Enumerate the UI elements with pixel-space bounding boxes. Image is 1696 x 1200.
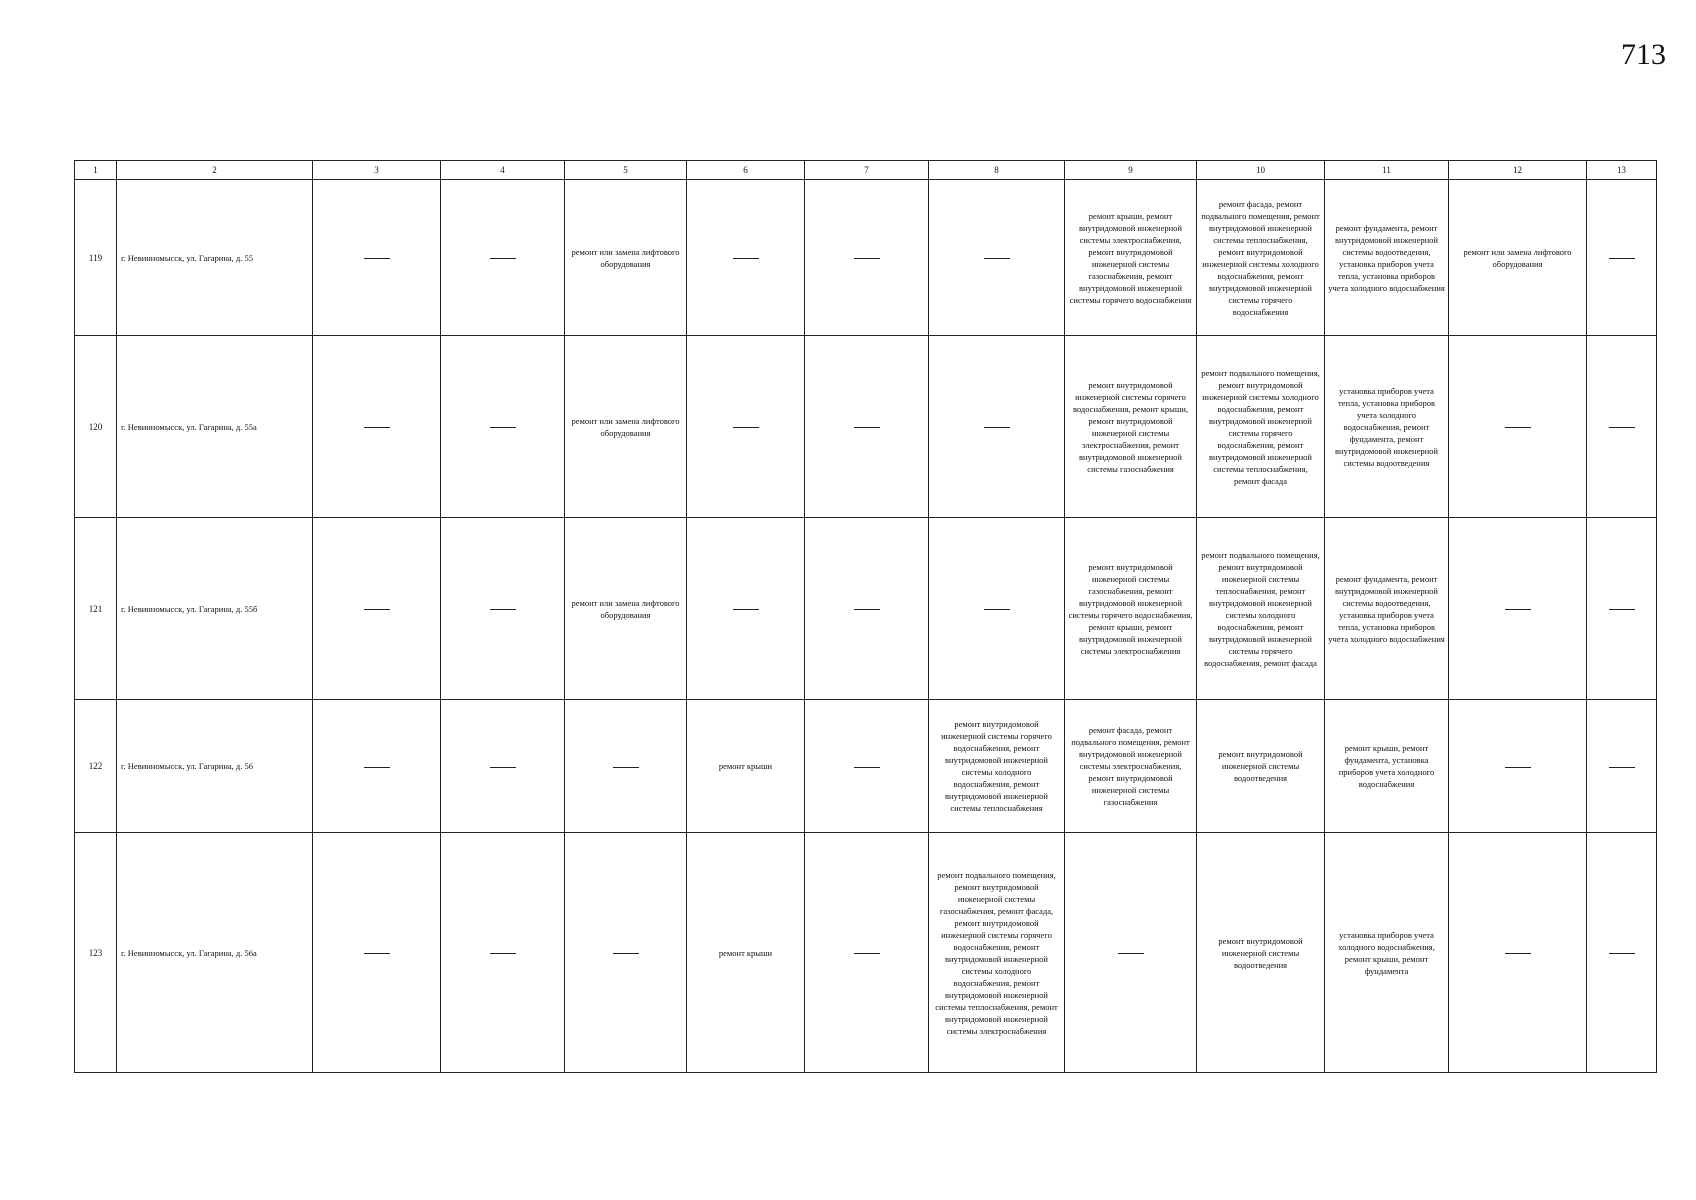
work-cell: ремонт фасада, ремонт подвального помещения, ремонт внутридомовой инженерной системы электроснабжения, ремонт внутридомовой инженерной системы газоснабжения xyxy=(1065,700,1197,833)
dash-mark xyxy=(854,427,880,428)
dash-mark xyxy=(854,767,880,768)
dash-mark xyxy=(984,258,1010,259)
work-cell: ремонт или замена лифтового оборудования xyxy=(565,336,687,518)
header-row xyxy=(75,161,1657,180)
column-header: 1 xyxy=(75,161,117,180)
dash-mark xyxy=(1609,953,1635,954)
dash-mark xyxy=(490,767,516,768)
work-cell: ремонт внутридомовой инженерной системы горячего водоснабжения, ремонт крыши, ремонт внутридомовой инженерной системы электроснабжения, ремонт внутридомовой инженерной системы газоснабжения xyxy=(1065,336,1197,518)
row-address: г. Невинномысск, ул. Гагарина, д. 55б xyxy=(117,518,313,700)
dash-mark xyxy=(613,767,639,768)
empty-cell xyxy=(805,336,929,518)
column-header: 5 xyxy=(565,161,687,180)
empty-cell xyxy=(929,180,1065,336)
table-row xyxy=(75,833,1657,1073)
empty-cell xyxy=(1587,180,1657,336)
dash-mark xyxy=(984,427,1010,428)
work-cell: ремонт внутридомовой инженерной системы водоотведения xyxy=(1197,833,1325,1073)
column-header: 12 xyxy=(1449,161,1587,180)
empty-cell xyxy=(441,336,565,518)
column-header: 6 xyxy=(687,161,805,180)
dash-mark xyxy=(1609,427,1635,428)
work-cell: ремонт фундамента, ремонт внутридомовой инженерной системы водоотведения, установка приборов учета тепла, установка приборов учета холодного водоснабжения xyxy=(1325,180,1449,336)
dash-mark xyxy=(490,258,516,259)
empty-cell xyxy=(805,700,929,833)
table-row xyxy=(75,518,1657,700)
work-cell: ремонт внутридомовой инженерной системы газоснабжения, ремонт внутридомовой инженерной системы горячего водоснабжения, ремонт крыши, ремонт внутридомовой инженерной системы электроснабжения xyxy=(1065,518,1197,700)
row-number: 122 xyxy=(75,700,117,833)
dash-mark xyxy=(1505,427,1531,428)
dash-mark xyxy=(1505,609,1531,610)
empty-cell xyxy=(929,336,1065,518)
empty-cell xyxy=(1449,700,1587,833)
empty-cell xyxy=(687,180,805,336)
dash-mark xyxy=(364,953,390,954)
row-number: 120 xyxy=(75,336,117,518)
row-number: 121 xyxy=(75,518,117,700)
empty-cell xyxy=(1587,518,1657,700)
empty-cell xyxy=(313,700,441,833)
empty-cell xyxy=(687,336,805,518)
work-cell: ремонт или замена лифтового оборудования xyxy=(565,180,687,336)
empty-cell xyxy=(805,833,929,1073)
column-header: 2 xyxy=(117,161,313,180)
work-cell: ремонт крыши, ремонт внутридомовой инженерной системы электроснабжения, ремонт внутридомовой инженерной системы газоснабжения, ремонт внутридомовой инженерной системы горячего водоснабжения xyxy=(1065,180,1197,336)
empty-cell xyxy=(805,518,929,700)
dash-mark xyxy=(1118,953,1144,954)
work-cell: ремонт внутридомовой инженерной системы водоотведения xyxy=(1197,700,1325,833)
dash-mark xyxy=(854,609,880,610)
empty-cell xyxy=(313,180,441,336)
row-address: г. Невинномысск, ул. Гагарина, д. 56а xyxy=(117,833,313,1073)
empty-cell xyxy=(1449,336,1587,518)
table-row xyxy=(75,180,1657,336)
empty-cell xyxy=(313,833,441,1073)
empty-cell xyxy=(441,833,565,1073)
row-address: г. Невинномысск, ул. Гагарина, д. 55а xyxy=(117,336,313,518)
empty-cell xyxy=(1065,833,1197,1073)
empty-cell xyxy=(565,833,687,1073)
column-header: 4 xyxy=(441,161,565,180)
row-number: 119 xyxy=(75,180,117,336)
work-cell: ремонт внутридомовой инженерной системы горячего водоснабжения, ремонт внутридомовой инженерной системы холодного водоснабжения, ремонт внутридомовой инженерной системы теплоснабжения xyxy=(929,700,1065,833)
dash-mark xyxy=(613,953,639,954)
dash-mark xyxy=(854,258,880,259)
empty-cell xyxy=(313,518,441,700)
column-header: 8 xyxy=(929,161,1065,180)
dash-mark xyxy=(1505,953,1531,954)
column-header: 11 xyxy=(1325,161,1449,180)
work-cell: ремонт крыши, ремонт фундамента, установка приборов учета холодного водоснабжения xyxy=(1325,700,1449,833)
dash-mark xyxy=(733,609,759,610)
repair-schedule-table xyxy=(74,160,1657,1073)
empty-cell xyxy=(687,518,805,700)
table-row xyxy=(75,700,1657,833)
empty-cell xyxy=(929,518,1065,700)
empty-cell xyxy=(1587,700,1657,833)
column-header: 10 xyxy=(1197,161,1325,180)
column-header: 7 xyxy=(805,161,929,180)
table-row xyxy=(75,336,1657,518)
empty-cell xyxy=(1587,336,1657,518)
page-number: 713 xyxy=(1621,38,1666,71)
dash-mark xyxy=(733,258,759,259)
dash-mark xyxy=(364,427,390,428)
dash-mark xyxy=(733,427,759,428)
empty-cell xyxy=(565,700,687,833)
empty-cell xyxy=(1449,833,1587,1073)
empty-cell xyxy=(1587,833,1657,1073)
work-cell: ремонт фасада, ремонт подвального помещения, ремонт внутридомовой инженерной системы теплоснабжения, ремонт внутридомовой инженерной системы холодного водоснабжения, ремонт внутридомовой инженерной системы горячего водоснабжения xyxy=(1197,180,1325,336)
row-address: г. Невинномысск, ул. Гагарина, д. 55 xyxy=(117,180,313,336)
column-header: 13 xyxy=(1587,161,1657,180)
row-number: 123 xyxy=(75,833,117,1073)
work-cell: ремонт или замена лифтового оборудования xyxy=(1449,180,1587,336)
empty-cell xyxy=(1449,518,1587,700)
work-cell: ремонт крыши xyxy=(687,700,805,833)
dash-mark xyxy=(984,609,1010,610)
work-cell: ремонт подвального помещения, ремонт внутридомовой инженерной системы теплоснабжения, ремонт внутридомовой инженерной системы холодного водоснабжения, ремонт внутридомовой инженерной системы горячего водоснабжения, ремонт фасада xyxy=(1197,518,1325,700)
empty-cell xyxy=(313,336,441,518)
work-cell: ремонт подвального помещения, ремонт внутридомовой инженерной системы холодного водоснабжения, ремонт внутридомовой инженерной системы горячего водоснабжения, ремонт внутридомовой инженерной системы теплоснабжения, ремонт фасада xyxy=(1197,336,1325,518)
dash-mark xyxy=(490,427,516,428)
dash-mark xyxy=(490,953,516,954)
empty-cell xyxy=(441,518,565,700)
dash-mark xyxy=(854,953,880,954)
dash-mark xyxy=(490,609,516,610)
work-cell: ремонт или замена лифтового оборудования xyxy=(565,518,687,700)
dash-mark xyxy=(1505,767,1531,768)
empty-cell xyxy=(441,180,565,336)
column-header: 3 xyxy=(313,161,441,180)
work-cell: установка приборов учета тепла, установка приборов учета холодного водоснабжения, ремонт фундамента, ремонт внутридомовой инженерной системы водоотведения xyxy=(1325,336,1449,518)
work-cell: установка приборов учета холодного водоснабжения, ремонт крыши, ремонт фундамента xyxy=(1325,833,1449,1073)
dash-mark xyxy=(364,767,390,768)
dash-mark xyxy=(364,609,390,610)
empty-cell xyxy=(441,700,565,833)
dash-mark xyxy=(364,258,390,259)
work-cell: ремонт фундамента, ремонт внутридомовой инженерной системы водоотведения, установка приборов учета тепла, установка приборов учета холодного водоснабжения xyxy=(1325,518,1449,700)
column-header: 9 xyxy=(1065,161,1197,180)
empty-cell xyxy=(805,180,929,336)
work-cell: ремонт подвального помещения, ремонт внутридомовой инженерной системы газоснабжения, ремонт фасада, ремонт внутридомовой инженерной системы горячего водоснабжения, ремонт внутридомовой инженерной системы холодного водоснабжения, ремонт внутридомовой инженерной системы теплоснабжения, ремонт внутридомовой инженерной системы электроснабжения xyxy=(929,833,1065,1073)
row-address: г. Невинномысск, ул. Гагарина, д. 56 xyxy=(117,700,313,833)
dash-mark xyxy=(1609,609,1635,610)
dash-mark xyxy=(1609,258,1635,259)
work-cell: ремонт крыши xyxy=(687,833,805,1073)
dash-mark xyxy=(1609,767,1635,768)
